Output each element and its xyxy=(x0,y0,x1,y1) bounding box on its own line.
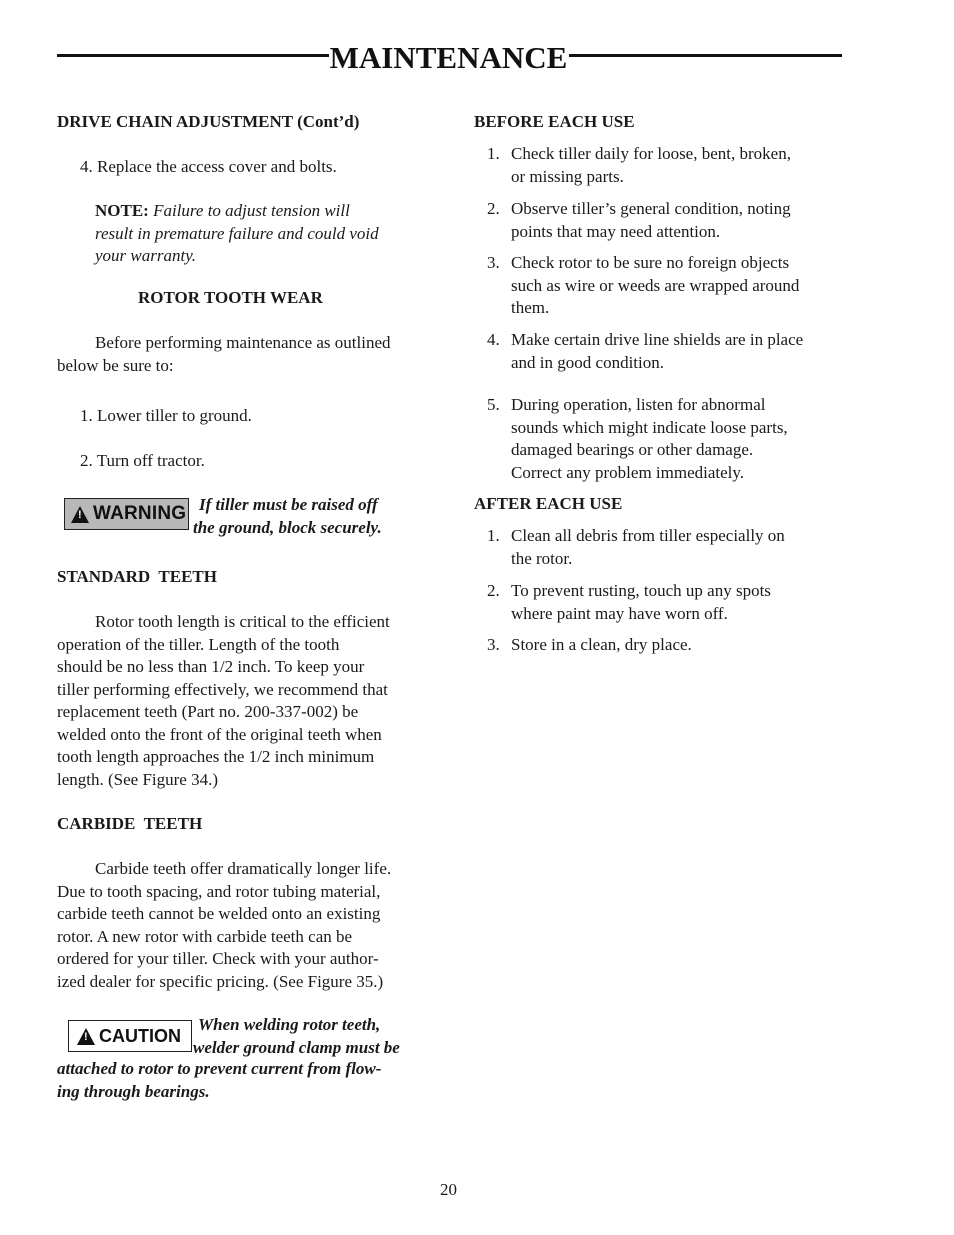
standard-line: should be no less than 1/2 inch. To keep your xyxy=(57,657,365,676)
item-line: Check tiller daily for loose, bent, broken, xyxy=(511,144,791,163)
standard-line: replacement teeth (Part no. 200-337-002) be xyxy=(57,702,359,721)
carbide-line: Carbide teeth offer dramatically longer life. xyxy=(95,859,392,878)
caution-text-bottom xyxy=(57,1058,437,1103)
warning-triangle-icon xyxy=(71,506,89,523)
caution-line-4: ing through bearings. xyxy=(57,1081,210,1101)
before-each-use-heading: BEFORE EACH USE xyxy=(474,112,635,131)
item-line: sounds which might indicate loose parts, xyxy=(511,417,788,437)
caution-triangle-icon xyxy=(77,1028,95,1045)
caution-line-1: When welding rotor teeth, xyxy=(198,1015,381,1034)
drive-chain-step: 4. Replace the access cover and bolts. xyxy=(80,157,337,176)
caution-line-2: welder ground clamp must be xyxy=(193,1037,400,1057)
after-item-3 xyxy=(487,634,847,657)
item-line: and in good condition. xyxy=(511,352,664,372)
item-line: During operation, listen for abnormal xyxy=(511,395,766,414)
warning-text xyxy=(193,494,433,539)
rotor-step-2: 2. Turn off tractor. xyxy=(80,451,205,470)
before-item-2 xyxy=(487,198,847,243)
caution-badge xyxy=(68,1020,192,1052)
rotor-intro-line-1: Before performing maintenance as outlined xyxy=(95,333,391,352)
page-number: 20 xyxy=(440,1180,457,1199)
item-number: 4. xyxy=(487,330,500,349)
carbide-teeth-heading: CARBIDE TEETH xyxy=(57,814,203,833)
item-line: where paint may have worn off. xyxy=(511,603,728,623)
before-item-4 xyxy=(487,329,847,374)
standard-line: tiller performing effectively, we recommend that xyxy=(57,679,388,699)
note-line-1: Failure to adjust tension will xyxy=(153,201,350,220)
item-line: To prevent rusting, touch up any spots xyxy=(511,581,771,600)
caution-text-top xyxy=(193,1014,433,1059)
rotor-intro xyxy=(57,332,437,377)
standard-line: tooth length approaches the 1/2 inch minimum xyxy=(57,747,375,766)
item-number: 3. xyxy=(487,635,500,654)
header-rule-right xyxy=(569,54,842,57)
item-number: 2. xyxy=(487,581,500,600)
rotor-step-1: 1. Lower tiller to ground. xyxy=(80,406,252,425)
item-line: Observe tiller’s general condition, noting xyxy=(511,199,791,218)
note-block xyxy=(95,200,435,268)
caution-badge-label: CAUTION xyxy=(99,1025,181,1046)
standard-teeth-heading: STANDARD TEETH xyxy=(57,567,217,586)
standard-line: welded onto the front of the original teeth when xyxy=(57,724,382,744)
drive-chain-heading: DRIVE CHAIN ADJUSTMENT (Cont’d) xyxy=(57,112,360,131)
carbide-line: ordered for your tiller. Check with your author- xyxy=(57,949,379,968)
standard-line: Rotor tooth length is critical to the efficient xyxy=(95,612,390,631)
standard-line: operation of the tiller. Length of the tooth xyxy=(57,634,340,654)
page-title: MAINTENANCE xyxy=(329,40,568,75)
item-line: or missing parts. xyxy=(511,166,624,186)
carbide-line: ized dealer for specific pricing. (See Figure 35.) xyxy=(57,971,384,991)
item-number: 1. xyxy=(487,144,500,163)
item-line: points that may need attention. xyxy=(511,221,721,241)
item-line: Store in a clean, dry place. xyxy=(511,635,692,654)
item-line: such as wire or weeds are wrapped around xyxy=(511,275,800,295)
item-number: 3. xyxy=(487,253,500,272)
before-item-5 xyxy=(487,394,847,484)
item-number: 1. xyxy=(487,526,500,545)
carbide-line: rotor. A new rotor with carbide teeth can be xyxy=(57,926,353,946)
caution-line-3: attached to rotor to prevent current from flow- xyxy=(57,1059,382,1078)
warning-line-1: If tiller must be raised off xyxy=(199,495,378,514)
carbide-teeth-paragraph xyxy=(57,858,437,993)
item-line: damaged bearings or other damage. xyxy=(511,440,754,459)
warning-line-2: the ground, block securely. xyxy=(193,517,382,537)
standard-line: length. (See Figure 34.) xyxy=(57,769,218,789)
item-line: Check rotor to be sure no foreign objects xyxy=(511,253,790,272)
item-line: Correct any problem immediately. xyxy=(511,462,745,482)
note-label: NOTE: xyxy=(95,201,149,220)
note-line-3: your warranty. xyxy=(95,246,197,265)
after-item-1 xyxy=(487,525,847,570)
item-line: them. xyxy=(511,298,550,317)
item-line: Make certain drive line shields are in place xyxy=(511,330,804,349)
standard-teeth-paragraph xyxy=(57,611,437,791)
rotor-intro-line-2: below be sure to: xyxy=(57,355,174,375)
item-line: the rotor. xyxy=(511,548,573,568)
carbide-line: Due to tooth spacing, and rotor tubing material, xyxy=(57,881,381,901)
item-number: 2. xyxy=(487,199,500,218)
warning-badge-label: WARNING xyxy=(93,502,187,524)
before-item-3 xyxy=(487,252,847,320)
carbide-line: carbide teeth cannot be welded onto an existing xyxy=(57,904,381,923)
warning-badge xyxy=(64,498,189,530)
item-line: Clean all debris from tiller especially on xyxy=(511,526,785,545)
note-line-2: result in premature failure and could void xyxy=(95,223,379,243)
before-item-1 xyxy=(487,143,847,188)
after-item-2 xyxy=(487,580,847,625)
after-each-use-heading: AFTER EACH USE xyxy=(474,494,623,513)
rotor-tooth-wear-heading: ROTOR TOOTH WEAR xyxy=(138,288,323,307)
item-number: 5. xyxy=(487,395,500,414)
